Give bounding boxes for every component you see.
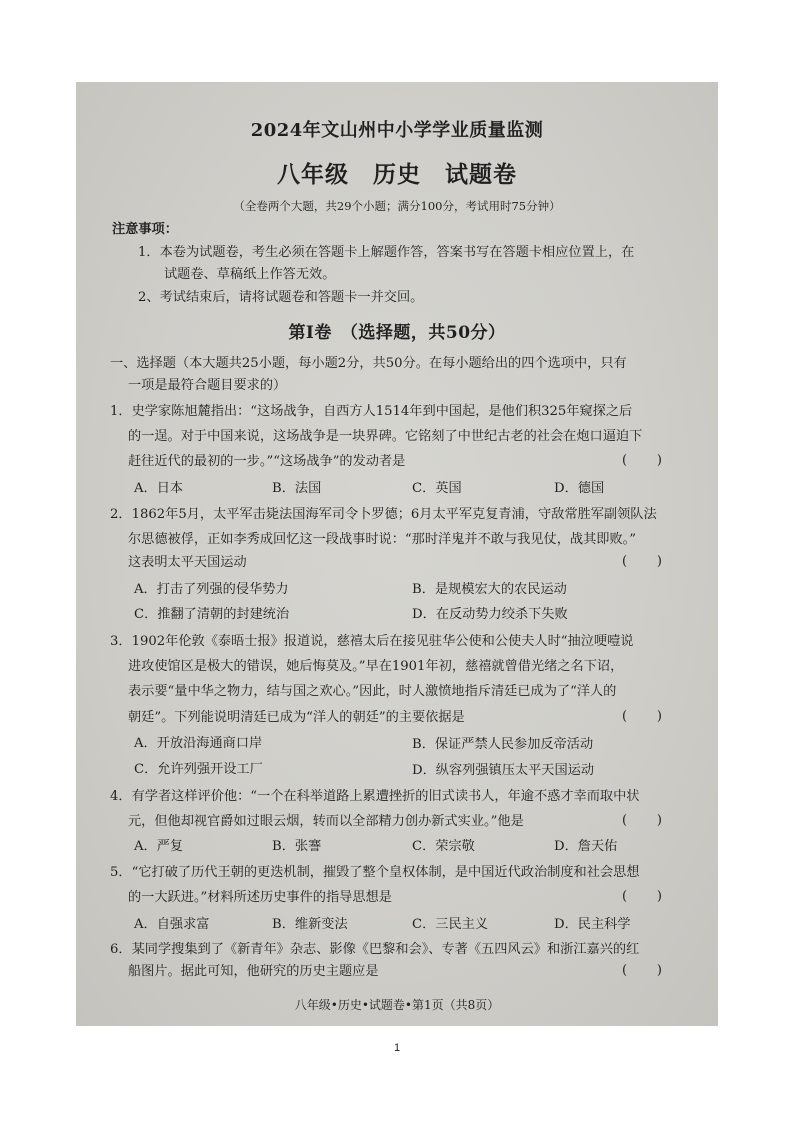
option-a: A．日本: [134, 481, 184, 496]
option-c: C．推翻了清朝的封建统治: [134, 607, 290, 622]
page-number: 1: [393, 1042, 401, 1054]
answer-bracket: ( ): [622, 813, 662, 828]
exam-page-photo: [76, 82, 718, 1026]
notice-line: 2、考试结束后，请将试题卷和答题卡一并交回。: [138, 290, 424, 305]
question-line: 尔思德被俘，正如李秀成回忆这一段战事时说：“那时洋鬼并不敢与我见仗，战其即败。”: [128, 532, 637, 547]
answer-bracket: ( ): [622, 453, 662, 468]
exam-title: 2024年文山州中小学学业质量监测: [250, 120, 544, 141]
question-line: 4．有学者这样评价他：“一个在科举道路上累遭挫折的旧式读书人，年逾不惑才幸而取中状: [110, 789, 640, 804]
option-a: A．打击了列强的侵华势力: [134, 582, 289, 597]
option-a: A．开放沿海通商口岸: [134, 736, 263, 751]
question-line: 1．史学家陈旭麓指出：“这场战争，自西方人1514年到中国起，是他们积325年窥探之后: [110, 404, 633, 419]
question-line: 朝廷”。下列能说明清廷已成为“洋人的朝廷”的主要依据是: [128, 710, 465, 725]
option-b: B．法国: [272, 481, 322, 496]
notice-line: 1．本卷为试题卷，考生必须在答题卡上解题作答，答案书写在答题卡相应位置上，在: [138, 245, 635, 260]
answer-bracket: ( ): [622, 889, 662, 904]
question-line: 的一逞。对于中国来说，这场战争是一块界碑。它铭刻了中世纪古老的社会在炮口逼迫下: [128, 429, 643, 444]
exam-subtitle: （全卷两个大题，共29个小题；满分100分，考试用时75分钟）: [233, 199, 561, 213]
question-line: 2．1862年5月，太平军击毙法国海军司令卜罗德；6月太平军克复青浦，守敌常胜军副领队法: [110, 507, 657, 522]
answer-bracket: ( ): [622, 554, 662, 569]
option-d: D．民主科学: [554, 917, 631, 932]
question-line: 表示要“量中华之物力，结与国之欢心。”因此，时人激愤地指斥清廷已成为了“洋人的: [128, 684, 617, 699]
option-c: C．英国: [412, 481, 462, 496]
option-d: D．在反动势力绞杀下失败: [412, 607, 568, 622]
page-footer: 八年级•历史•试题卷•第1页（共8页）: [294, 998, 500, 1012]
option-b: B．张謇: [272, 839, 322, 854]
option-a: A．自强求富: [134, 917, 210, 932]
question-line: 5．“它打破了历代王朝的更迭机制，摧毁了整个皇权体制，是中国近代政治制度和社会思想: [110, 865, 640, 880]
question-line: 6．某同学搜集到了《新青年》杂志、影像《巴黎和会》、专著《五四风云》和浙江嘉兴的红: [110, 942, 640, 957]
notice-heading: 注意事项：: [112, 222, 178, 237]
option-d: D．詹天佑: [554, 839, 618, 854]
question-line: 船图片。据此可知，他研究的历史主题应是: [128, 964, 379, 979]
section-title: 第Ⅰ卷 （选择题，共50分）: [288, 323, 506, 343]
question-line: 进攻使馆区是极大的错误，她后悔莫及。”早在1901年初，慈禧就曾借光绪之名下诏，: [128, 659, 624, 674]
option-d: D．纵容列强镇压太平天国运动: [412, 763, 595, 778]
option-b: B．维新变法: [272, 917, 348, 932]
question-line: 元，但他却视官爵如过眼云烟，转而以全部精力创办新式实业。”他是: [128, 814, 524, 829]
option-b: B．是规模宏大的农民运动: [412, 582, 567, 597]
notice-line: 试题卷、草稿纸上作答无效。: [164, 267, 336, 282]
exam-subject-title: 八年级 历史 试题卷: [277, 161, 517, 188]
option-b: B．保证严禁人民参加反帝活动: [412, 737, 594, 752]
answer-bracket: ( ): [622, 709, 662, 724]
option-d: D．德国: [554, 481, 605, 496]
answer-bracket: ( ): [622, 963, 662, 978]
option-c: C．允许列强开设工厂: [134, 762, 263, 777]
question-line: 的一大跃进。”材料所述历史事件的指导思想是: [128, 890, 392, 905]
section-intro: 一项是最符合题目要求的）: [128, 378, 287, 393]
option-a: A．严复: [134, 839, 184, 854]
option-c: C．荣宗敬: [412, 839, 475, 854]
question-line: 赶往近代的最初的一步。”“这场战争”的发动者是: [128, 454, 406, 469]
option-c: C．三民主义: [412, 917, 489, 932]
question-line: 3．1902年伦敦《泰晤士报》报道说，慈禧太后在接见驻华公使和公使夫人时“抽泣哽噎说: [110, 634, 634, 649]
question-line: 这表明太平天国运动: [128, 555, 247, 570]
section-intro: 一、选择题（本大题共25小题，每小题2分，共50分。在每小题给出的四个选项中，只有: [110, 356, 627, 371]
